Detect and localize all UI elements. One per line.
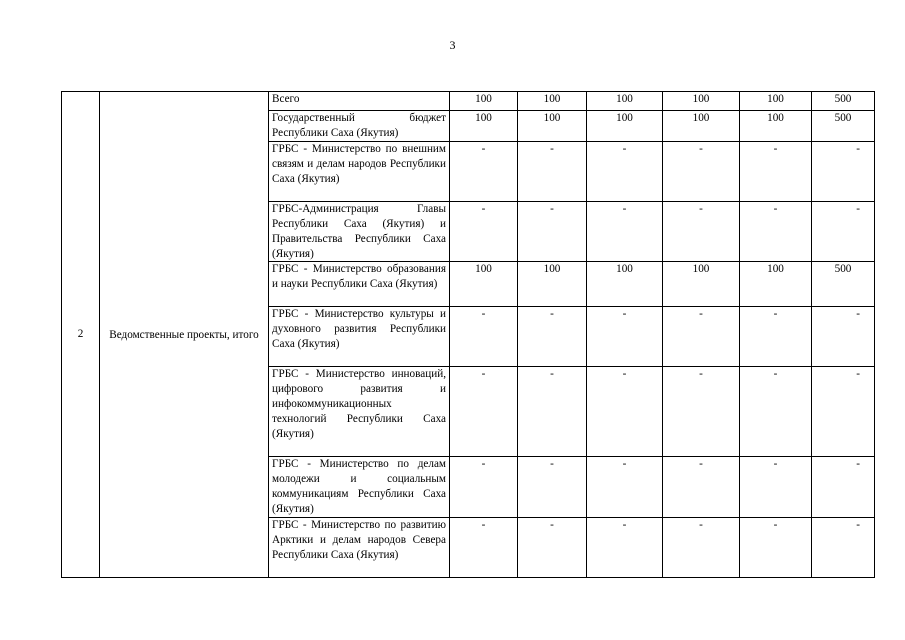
value-cell: -	[812, 141, 875, 201]
value-cell: -	[518, 367, 587, 457]
value-cell: 100	[518, 262, 587, 307]
value-cell: -	[450, 457, 518, 518]
value-cell: -	[518, 457, 587, 518]
funding-source-cell: ГРБС - Министерство по развитию Арктики и делам народов Севера Республики Саха (Якутия)	[269, 518, 450, 578]
row-number-cell: 2	[62, 92, 100, 578]
value-cell: -	[518, 141, 587, 201]
value-cell: -	[450, 201, 518, 262]
funding-source-cell: ГРБС - Министерство образования и науки Республики Саха (Якутия)	[269, 262, 450, 307]
value-cell: -	[518, 201, 587, 262]
value-cell: 100	[587, 262, 663, 307]
value-cell: -	[663, 201, 740, 262]
funding-source-cell: ГРБС - Министерство по делам молодежи и социальным коммуникациям Республики Саха (Якутия)	[269, 457, 450, 518]
value-cell: 100	[587, 92, 663, 111]
value-cell: 500	[812, 262, 875, 307]
value-cell: -	[587, 201, 663, 262]
value-cell: -	[812, 518, 875, 578]
value-cell: -	[587, 367, 663, 457]
funding-source-cell: ГРБС-Администрация Главы Республики Саха (Якутия) и Правительства Республики Саха (Якутия)	[269, 201, 450, 262]
value-cell: -	[663, 457, 740, 518]
value-cell: -	[663, 518, 740, 578]
value-cell: -	[450, 367, 518, 457]
value-cell: -	[518, 307, 587, 367]
value-cell: -	[812, 201, 875, 262]
value-cell: -	[587, 518, 663, 578]
value-cell: -	[812, 457, 875, 518]
value-cell: 100	[450, 111, 518, 142]
value-cell: -	[740, 307, 812, 367]
funding-source-cell: Всего	[269, 92, 450, 111]
value-cell: -	[587, 307, 663, 367]
value-cell: 100	[450, 92, 518, 111]
value-cell: -	[740, 367, 812, 457]
funding-source-cell: ГРБС - Министерство инноваций, цифрового развития и инфокоммуникационных технологий Республики Саха (Якутия)	[269, 367, 450, 457]
value-cell: -	[663, 367, 740, 457]
value-cell: -	[450, 141, 518, 201]
value-cell: -	[812, 367, 875, 457]
value-cell: -	[663, 141, 740, 201]
value-cell: 500	[812, 111, 875, 142]
value-cell: -	[663, 307, 740, 367]
table-row	[62, 92, 875, 111]
value-cell: 100	[663, 111, 740, 142]
value-cell: 100	[518, 111, 587, 142]
value-cell: -	[740, 141, 812, 201]
value-cell: -	[518, 518, 587, 578]
page-number: 3	[449, 38, 456, 52]
value-cell: 100	[663, 262, 740, 307]
funding-source-cell: Государственный бюджет Республики Саха (Якутия)	[269, 111, 450, 142]
value-cell: 100	[663, 92, 740, 111]
project-name-cell: Ведомственные проекты, итого	[100, 92, 269, 578]
value-cell: -	[587, 457, 663, 518]
value-cell: 100	[740, 92, 812, 111]
value-cell: -	[740, 201, 812, 262]
budget-table	[61, 91, 875, 578]
value-cell: -	[740, 518, 812, 578]
value-cell: 100	[587, 111, 663, 142]
value-cell: -	[450, 518, 518, 578]
funding-source-cell: ГРБС - Министерство культуры и духовного развития Республики Саха (Якутия)	[269, 307, 450, 367]
value-cell: -	[450, 307, 518, 367]
value-cell: 500	[812, 92, 875, 111]
value-cell: 100	[450, 262, 518, 307]
value-cell: 100	[518, 92, 587, 111]
funding-source-cell: ГРБС - Министерство по внешним связям и делам народов Республики Саха (Якутия)	[269, 141, 450, 201]
value-cell: 100	[740, 262, 812, 307]
value-cell: -	[587, 141, 663, 201]
value-cell: -	[740, 457, 812, 518]
value-cell: -	[812, 307, 875, 367]
value-cell: 100	[740, 111, 812, 142]
